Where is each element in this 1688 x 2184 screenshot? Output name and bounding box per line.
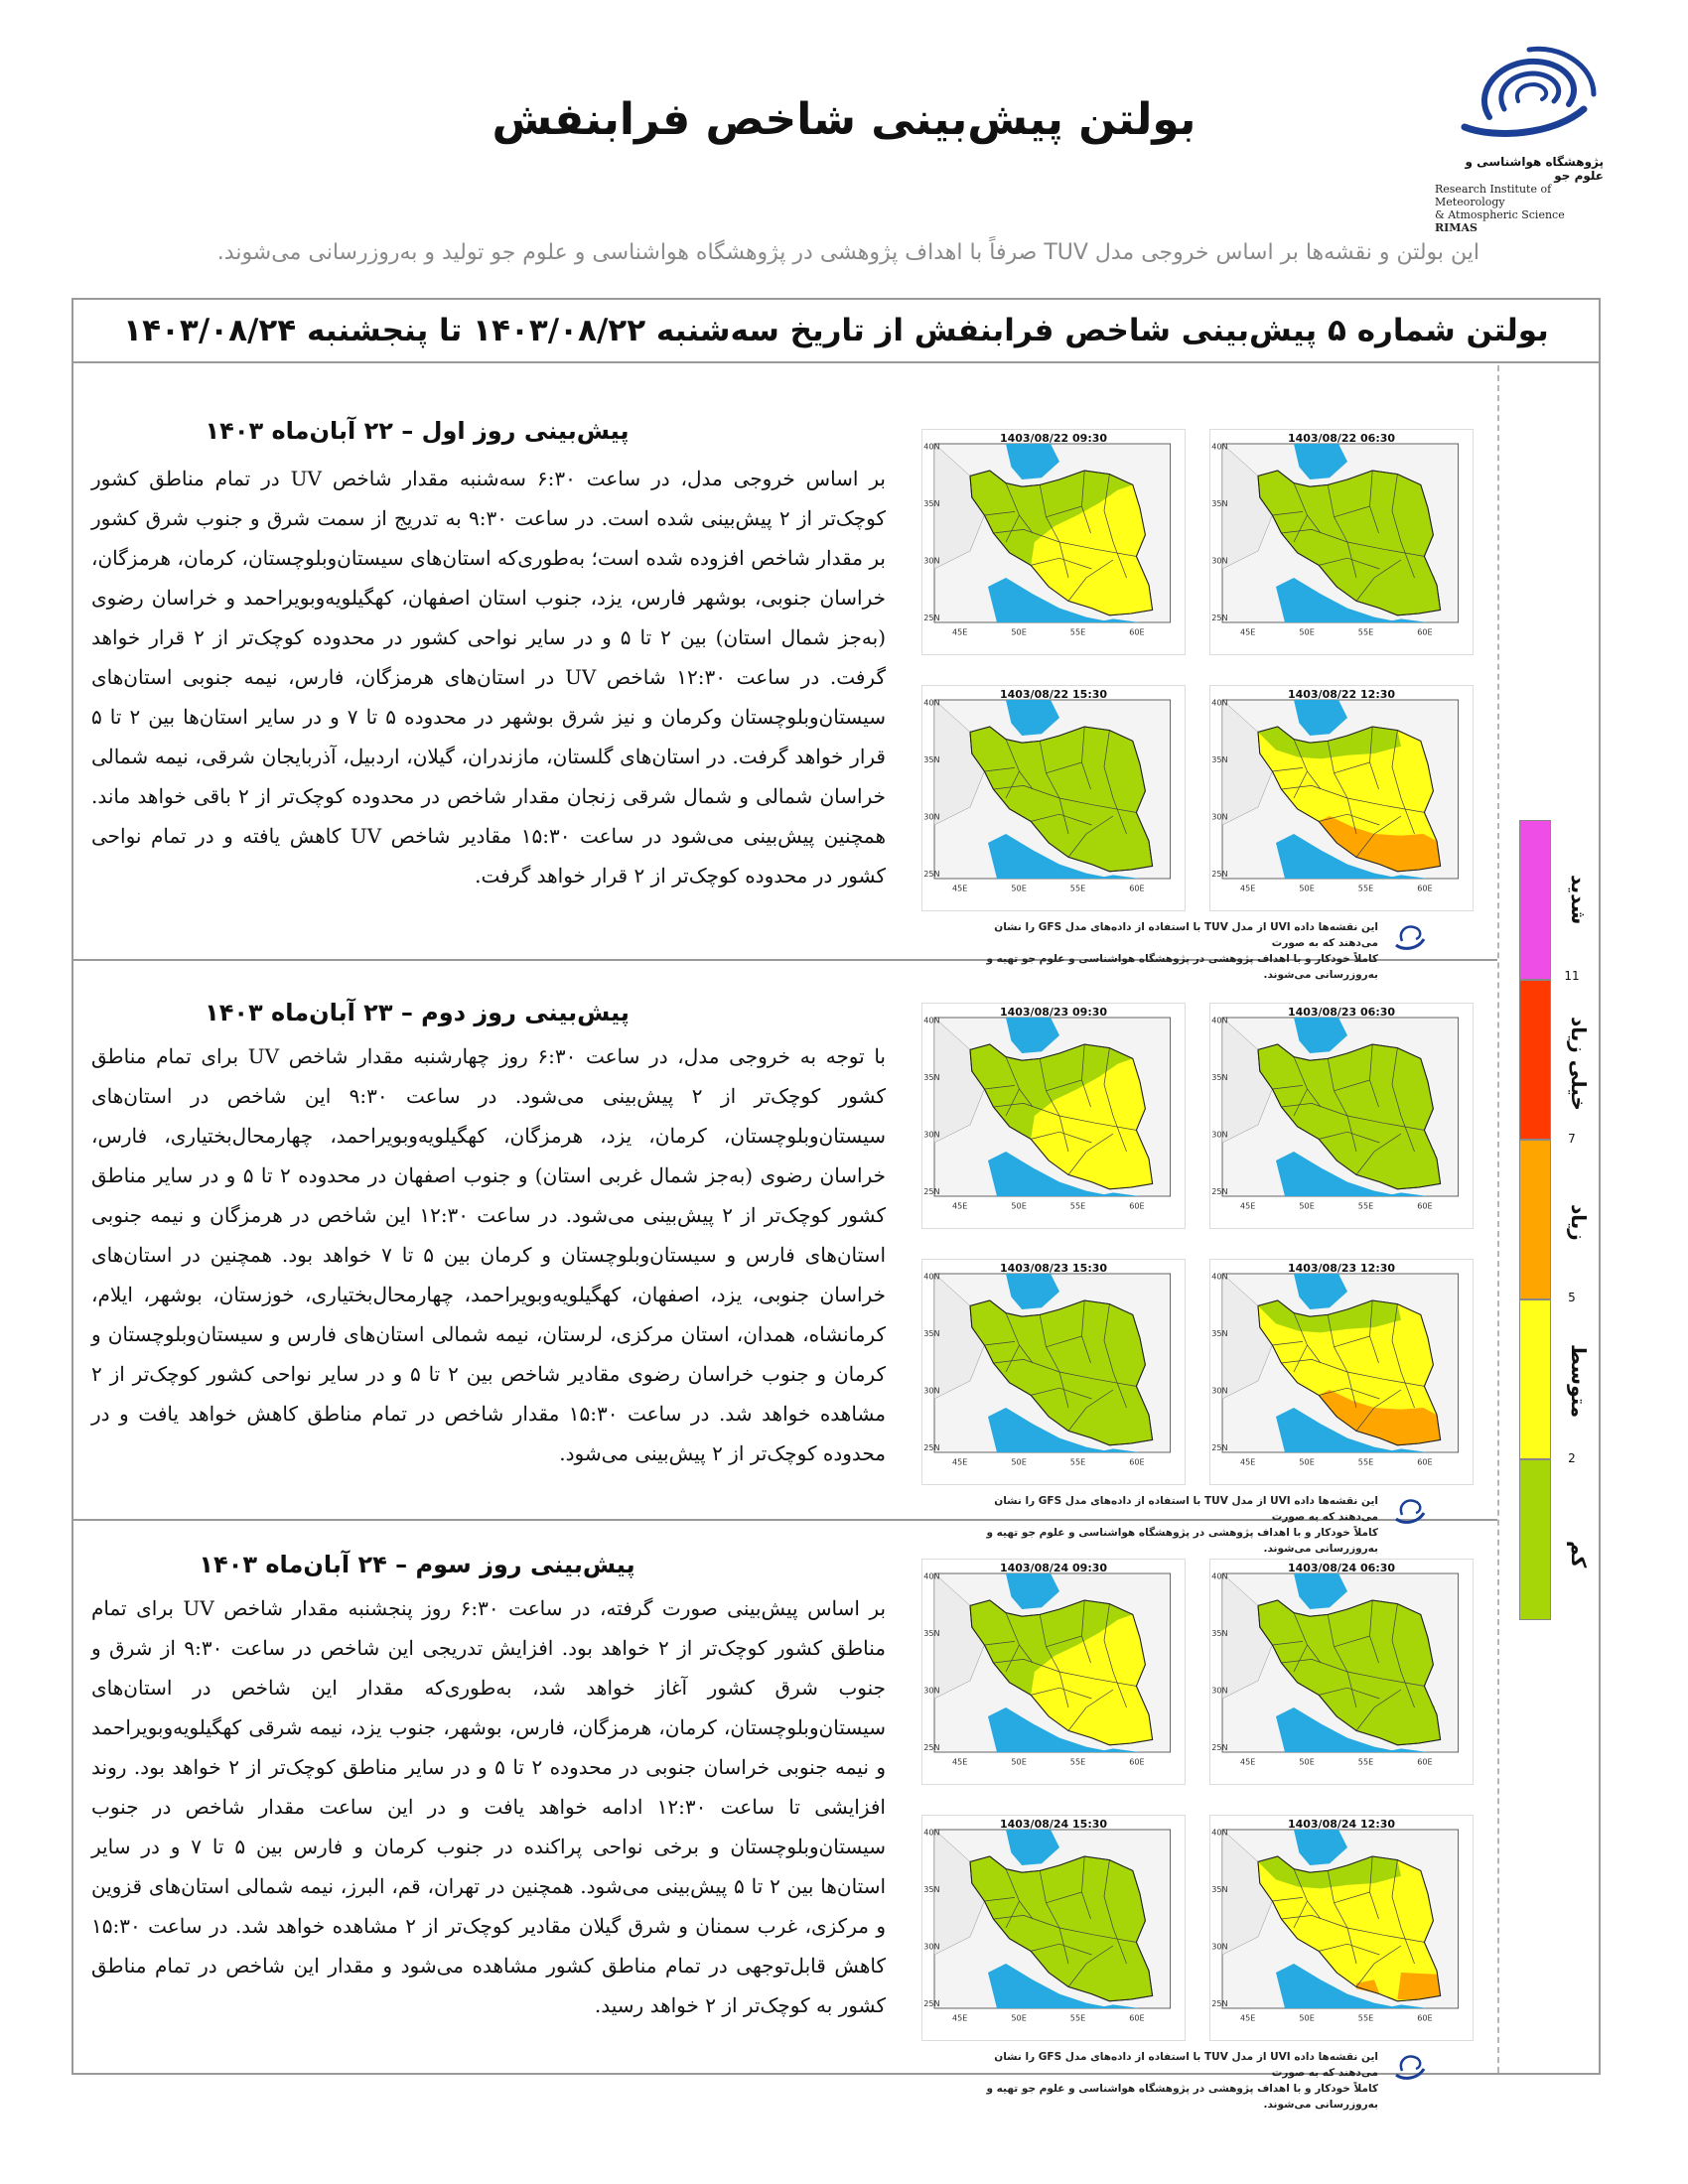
lat-tick-label: 30N: [923, 811, 940, 822]
lat-tick-label: 35N: [923, 754, 940, 764]
lat-tick-label: 30N: [1211, 1129, 1228, 1140]
day-3-text: بر اساس پیش‌بینی صورت گرفته، در ساعت ۶:۳۰ روز پنجشنبه مقدار شاخص UV برای تمام مناطق کشور کوچک‌تر از ۲ خواهد بود. افزایش تدریجی این شاخص در ساعت ۹:۳۰ از شرق و جنوب شرق کشور آغاز خواهد شد، به‌طوری‌که مقدار این شاخص در استان‌های سیستان‌وبلوچستان، کرمان، هرمزگان، فارس، بوشهر، جنوب یزد، نیمه شرقی کهگیلویه‌وبویراحمد و نیمه جنوبی خراسان جنوبی در محدوده ۲ تا ۵ و در سایر مناطق کوچک‌تر از ۲ خواهد بود. روند افزایشی تا ساعت ۱۲:۳۰ ادامه خواهد یافت و در این ساعت مقدار شاخص در جنوب سیستان‌وبلوچستان و برخی نواحی پراکنده در جنوب کرمان و فارس بین ۵ تا ۷ و در سایر استان‌ها بین ۲ تا ۵ پیش‌بینی می‌شود. همچنین در تهران، قم، البرز، نیمه شمالی استان‌های قزوین و مرکزی، غرب سمنان و شرق گیلان مقادیر کوچک‌تر از ۲ مشاهده خواهد شد. در ساعت ۱۵:۳۰ کاهش قابل‌توجهی در تمام مناطق کشور مشاهده می‌شود و مقدار این شاخص در تمام مناطق کشور به کوچک‌تر از ۲ خواهد رسید.: [91, 1596, 887, 2017]
day-1-text: بر اساس خروجی مدل، در ساعت ۶:۳۰ سه‌شنبه مقدار شاخص UV در تمام مناطق کشور کوچک‌تر از ۲ پیش‌بینی شده است. در ساعت ۹:۳۰ به تدریج از سمت شرق و جنوب شرق کشور بر مقدار شاخص افزوده شده است؛ به‌طوری‌که استان‌های سیستان‌وبلوچستان، کرمان، هرمزگان، خراسان جنوبی، بوشهر فارس، یزد، جنوب استان اصفهان، کهگیلویه‌وبویراحمد و خراسان رضوی (به‌جز شمال استان) بین ۲ تا ۵ و در سایر نواحی کشور در محدوده کوچک‌تر از ۲ قرار خواهد گرفت. در ساعت ۱۲:۳۰ شاخص UV در استان‌های هرمزگان، فارس، نیمه جنوبی استان‌های سیستان‌وبلوچستان وکرمان و نیز شرق بوشهر در محدوده ۵ تا ۷ و در سایر استان‌ها بین ۲ تا ۵ قرار خواهد گرفت. در استان‌های گلستان، مازندران، گیلان، اردبیل، آذربایجان شرقی، نیمه شمالی خراسان شمالی و شمال شرقی زنجان مقدار شاخص در محدوده کوچک‌تر از ۲ باقی خواهد ماند. همچنین پیش‌بینی می‌شود در ساعت ۱۵:۳۰ مقادیر شاخص UV کاهش یافته و در تمام نواحی کشور در محدوده کوچک‌تر از ۲ قرار خواهد گرفت.: [91, 467, 887, 887]
lat-tick-label: 40N: [923, 441, 940, 452]
lat-tick-label: 25N: [923, 613, 940, 623]
lon-tick-label: 60E: [1129, 2012, 1145, 2023]
lon-tick-label: 60E: [1417, 2012, 1433, 2023]
uv-map: [921, 429, 1186, 655]
rimas-small-logo-icon: [1388, 919, 1428, 953]
lon-tick-label: 45E: [1240, 2012, 1256, 2023]
lat-tick-label: 40N: [923, 1271, 940, 1282]
lon-tick-label: 45E: [1240, 1200, 1256, 1211]
lon-tick-label: 60E: [1417, 1456, 1433, 1467]
lon-tick-label: 45E: [952, 1456, 968, 1467]
disclaimer: این بولتن و نقشه‌ها بر اساس خروجی مدل TUV صرفاً با اهداف پژوهشی در پژوهشگاه هواشناسی و علوم جو تولید و به‌روزرسانی می‌شوند.: [216, 240, 1479, 265]
legend-label-low: کم: [1567, 1541, 1591, 1569]
legend-label-high: زیاد: [1567, 1203, 1591, 1241]
lon-tick-label: 55E: [1069, 1456, 1086, 1467]
lat-tick-label: 25N: [923, 1186, 940, 1197]
map-timestamp: 1403/08/23 15:30: [999, 1262, 1108, 1275]
lon-tick-label: 45E: [952, 883, 968, 893]
map-timestamp: 1403/08/24 06:30: [1287, 1562, 1396, 1574]
legend-divider: [1497, 365, 1499, 2073]
uv-map-svg: [922, 1260, 1185, 1484]
lat-tick-label: 40N: [1211, 441, 1228, 452]
lon-tick-label: 45E: [1240, 626, 1256, 637]
lon-tick-label: 45E: [1240, 1756, 1256, 1767]
map-timestamp: 1403/08/23 12:30: [1287, 1262, 1396, 1275]
legend-tick: 11: [1564, 969, 1580, 983]
lat-tick-label: 40N: [1211, 1015, 1228, 1025]
legend-bar-high: [1519, 1140, 1551, 1299]
map-timestamp: 1403/08/23 06:30: [1287, 1006, 1396, 1019]
lon-tick-label: 45E: [952, 626, 968, 637]
map-timestamp: 1403/08/24 15:30: [999, 1818, 1108, 1831]
uv-map-svg: [1210, 430, 1473, 654]
legend-label-extreme: شدید: [1567, 874, 1591, 925]
lat-tick-label: 25N: [1211, 1742, 1228, 1753]
lon-tick-label: 55E: [1069, 626, 1086, 637]
lat-tick-label: 35N: [923, 1072, 940, 1082]
lat-tick-label: 25N: [1211, 1442, 1228, 1453]
lon-tick-label: 55E: [1357, 1756, 1374, 1767]
lat-tick-label: 40N: [923, 697, 940, 708]
bulletin-main-title: بولتن پیش‌بینی شاخص فرابنفش: [492, 94, 1196, 145]
uv-map-svg: [922, 1004, 1185, 1228]
lat-tick-label: 35N: [923, 1884, 940, 1894]
lon-tick-label: 50E: [1299, 626, 1315, 637]
lat-tick-label: 30N: [923, 555, 940, 566]
uv-map: [921, 1003, 1186, 1229]
legend-tick: 5: [1568, 1291, 1576, 1304]
lat-tick-label: 35N: [923, 498, 940, 508]
lat-tick-label: 40N: [1211, 697, 1228, 708]
lon-tick-label: 50E: [1011, 626, 1027, 637]
lon-tick-label: 45E: [1240, 883, 1256, 893]
uv-map-svg: [922, 1816, 1185, 2040]
lon-tick-label: 60E: [1129, 1456, 1145, 1467]
map-timestamp: 1403/08/22 12:30: [1287, 688, 1396, 701]
legend-bar-low: [1519, 1459, 1551, 1620]
uv-map-svg: [922, 430, 1185, 654]
lon-tick-label: 50E: [1011, 1756, 1027, 1767]
lat-tick-label: 30N: [923, 1685, 940, 1696]
lon-tick-label: 60E: [1129, 883, 1145, 893]
lon-tick-label: 50E: [1299, 883, 1315, 893]
lon-tick-label: 55E: [1069, 1200, 1086, 1211]
map-timestamp: 1403/08/22 06:30: [1287, 432, 1396, 445]
lat-tick-label: 35N: [923, 1328, 940, 1338]
lat-tick-label: 35N: [1211, 498, 1228, 508]
legend-bar-extreme: [1519, 820, 1551, 980]
uv-map: [1209, 429, 1474, 655]
lat-tick-label: 30N: [1211, 1385, 1228, 1396]
lat-tick-label: 30N: [1211, 811, 1228, 822]
lat-tick-label: 35N: [1211, 1884, 1228, 1894]
lon-tick-label: 55E: [1069, 883, 1086, 893]
lon-tick-label: 55E: [1357, 883, 1374, 893]
uv-index-legend: [1519, 820, 1589, 1620]
day-1-title: پیش‌بینی روز اول – ۲۲ آبان‌ماه ۱۴۰۳: [205, 417, 630, 445]
lon-tick-label: 60E: [1129, 626, 1145, 637]
uv-map: [921, 685, 1186, 911]
legend-label-very-high: خیلی زیاد: [1567, 1016, 1591, 1111]
uv-map-svg: [1210, 1260, 1473, 1484]
map-note: این نقشه‌ها داده UVI از مدل TUV با استفاده از داده‌های مدل GFS را نشان می‌دهند که به صورت کاملاً خودکار و با اهداف پژوهشی در پژوهشگاه هواشناسی و علوم جو تهیه و به‌روزرسانی می‌شوند.: [986, 921, 1378, 981]
logo-abbr: RIMAS: [1435, 221, 1477, 234]
legend-bar-moderate: [1519, 1299, 1551, 1459]
lon-tick-label: 60E: [1417, 626, 1433, 637]
lon-tick-label: 60E: [1417, 1200, 1433, 1211]
lat-tick-label: 35N: [923, 1628, 940, 1638]
lon-tick-label: 55E: [1357, 1456, 1374, 1467]
lon-tick-label: 60E: [1129, 1200, 1145, 1211]
lat-tick-label: 30N: [1211, 1941, 1228, 1952]
lat-tick-label: 30N: [923, 1129, 940, 1140]
lat-tick-label: 25N: [1211, 613, 1228, 623]
map-note: این نقشه‌ها داده UVI از مدل TUV با استفاده از داده‌های مدل GFS را نشان می‌دهند که به صورت کاملاً خودکار و با اهداف پژوهشی در پژوهشگاه هواشناسی و علوم جو تهیه و به‌روزرسانی می‌شوند.: [986, 1495, 1378, 1555]
lat-tick-label: 40N: [923, 1015, 940, 1025]
lat-tick-label: 35N: [1211, 1072, 1228, 1082]
lon-tick-label: 50E: [1299, 1200, 1315, 1211]
map-timestamp: 1403/08/23 09:30: [999, 1006, 1108, 1019]
lat-tick-label: 25N: [1211, 1186, 1228, 1197]
lon-tick-label: 50E: [1299, 1456, 1315, 1467]
lat-tick-label: 40N: [923, 1827, 940, 1838]
lon-tick-label: 45E: [952, 1756, 968, 1767]
lat-tick-label: 25N: [1211, 869, 1228, 880]
lon-tick-label: 60E: [1417, 883, 1433, 893]
lat-tick-label: 30N: [1211, 1685, 1228, 1696]
day-2-title: پیش‌بینی روز دوم – ۲۳ آبان‌ماه ۱۴۰۳: [205, 999, 630, 1026]
uv-map: [1209, 1003, 1474, 1229]
uv-map-svg: [1210, 1560, 1473, 1784]
lon-tick-label: 50E: [1011, 1200, 1027, 1211]
lat-tick-label: 30N: [1211, 555, 1228, 566]
lat-tick-label: 25N: [1211, 1998, 1228, 2009]
bulletin-title: بولتن شماره ۵ پیش‌بینی شاخص فرابنفش از تاریخ سه‌شنبه ۱۴۰۳/۰۸/۲۲ تا پنجشنبه ۱۴۰۳/۰۸/۲۴: [71, 298, 1601, 363]
uv-map: [1209, 1815, 1474, 2041]
lon-tick-label: 45E: [952, 1200, 968, 1211]
uv-map-svg: [1210, 1004, 1473, 1228]
legend-tick: 7: [1568, 1132, 1576, 1146]
map-timestamp: 1403/08/24 12:30: [1287, 1818, 1396, 1831]
lon-tick-label: 55E: [1069, 1756, 1086, 1767]
lon-tick-label: 55E: [1357, 1200, 1374, 1211]
lon-tick-label: 55E: [1069, 2012, 1086, 2023]
lat-tick-label: 25N: [923, 1442, 940, 1453]
lon-tick-label: 60E: [1417, 1756, 1433, 1767]
uv-map-svg: [922, 686, 1185, 910]
lat-tick-label: 30N: [923, 1385, 940, 1396]
lon-tick-label: 50E: [1299, 2012, 1315, 2023]
lat-tick-label: 25N: [923, 869, 940, 880]
uv-map-svg: [1210, 1816, 1473, 2040]
lon-tick-label: 50E: [1011, 883, 1027, 893]
uv-zone-high: [1397, 1973, 1440, 1999]
uv-map-svg: [922, 1560, 1185, 1784]
uv-map: [1209, 685, 1474, 911]
uv-map: [1209, 1259, 1474, 1485]
uv-map: [1209, 1559, 1474, 1785]
map-timestamp: 1403/08/24 09:30: [999, 1562, 1108, 1574]
lon-tick-label: 55E: [1357, 626, 1374, 637]
lat-tick-label: 35N: [1211, 1328, 1228, 1338]
lat-tick-label: 40N: [1211, 1271, 1228, 1282]
legend-label-moderate: متوسط: [1567, 1343, 1591, 1419]
lat-tick-label: 25N: [923, 1742, 940, 1753]
rimas-small-logo-icon: [1388, 1493, 1428, 1527]
legend-bar-very-high: [1519, 980, 1551, 1140]
logo-en-line-2: & Atmospheric Science: [1435, 208, 1565, 221]
lat-tick-label: 40N: [1211, 1827, 1228, 1838]
lon-tick-label: 50E: [1011, 1456, 1027, 1467]
rimas-logo-icon: [1435, 40, 1604, 149]
map-note: این نقشه‌ها داده UVI از مدل TUV با استفاده از داده‌های مدل GFS را نشان می‌دهند که به صورت کاملاً خودکار و با اهداف پژوهشی در پژوهشگاه هواشناسی و علوم جو تهیه و به‌روزرسانی می‌شوند.: [986, 2051, 1378, 2111]
lon-tick-label: 55E: [1357, 2012, 1374, 2023]
lat-tick-label: 25N: [923, 1998, 940, 2009]
rimas-small-logo-icon: [1388, 2049, 1428, 2083]
day-3-title: پیش‌بینی روز سوم – ۲۴ آبان‌ماه ۱۴۰۳: [199, 1551, 635, 1578]
map-timestamp: 1403/08/22 15:30: [999, 688, 1108, 701]
logo-en-line-1: Research Institute of Meteorology: [1435, 183, 1552, 208]
uv-map: [921, 1559, 1186, 1785]
lat-tick-label: 40N: [923, 1570, 940, 1581]
lat-tick-label: 40N: [1211, 1570, 1228, 1581]
legend-tick: 2: [1568, 1451, 1576, 1465]
lat-tick-label: 35N: [1211, 1628, 1228, 1638]
uv-map: [921, 1815, 1186, 2041]
lon-tick-label: 45E: [1240, 1456, 1256, 1467]
lat-tick-label: 35N: [1211, 754, 1228, 764]
lon-tick-label: 50E: [1011, 2012, 1027, 2023]
day-2-text: با توجه به خروجی مدل، در ساعت ۶:۳۰ روز چهارشنبه مقدار شاخص UV برای تمام مناطق کشور کوچک‌تر از ۲ پیش‌بینی می‌شود. در ساعت ۹:۳۰ این شاخص در استان‌های سیستان‌وبلوچستان، کرمان، یزد، هرمزگان، کهگیلویه‌وبویراحمد، چهارمحال‌بختیاری، فارس، خراسان رضوی (به‌جز شمال غربی استان) و جنوب اصفهان در محدوده ۲ تا ۵ و در سایر مناطق کشور کوچک‌تر از ۲ پیش‌بینی می‌شود. در ساعت ۱۲:۳۰ این شاخص در هرمزگان و نیمه جنوبی استان‌های فارس و سیستان‌وبلوچستان و کرمان بین ۵ تا ۷ خواهد بود. همچنین در استان‌های خراسان جنوبی، یزد، اصفهان، کهگیلویه‌وبویراحمد، چهارمحال‌بختیاری، خوزستان، بوشهر، ایلام، کرمانشاه، همدان، استان مرکزی، لرستان، نیمه شمالی استان‌های فارس و سیستان‌وبلوچستان و کرمان و جنوب خراسان رضوی مقادیر شاخص بین ۲ تا ۵ و در سایر نواحی کشور کوچک‌تر از ۲ مشاهده خواهد شد. در ساعت ۱۵:۳۰ مقدار شاخص در تمام مناطق کاهش خواهد یافت و در محدوده کوچک‌تر از ۲ پیش‌بینی می‌شود.: [91, 1044, 887, 1465]
uv-map: [921, 1259, 1186, 1485]
lon-tick-label: 45E: [952, 2012, 968, 2023]
lon-tick-label: 50E: [1299, 1756, 1315, 1767]
lon-tick-label: 60E: [1129, 1756, 1145, 1767]
uv-map-svg: [1210, 686, 1473, 910]
rimas-logo: [1435, 40, 1604, 234]
logo-fa-text: پژوهشگاه هواشناسی و علوم جو: [1465, 155, 1604, 183]
lat-tick-label: 30N: [923, 1941, 940, 1952]
map-timestamp: 1403/08/22 09:30: [999, 432, 1108, 445]
